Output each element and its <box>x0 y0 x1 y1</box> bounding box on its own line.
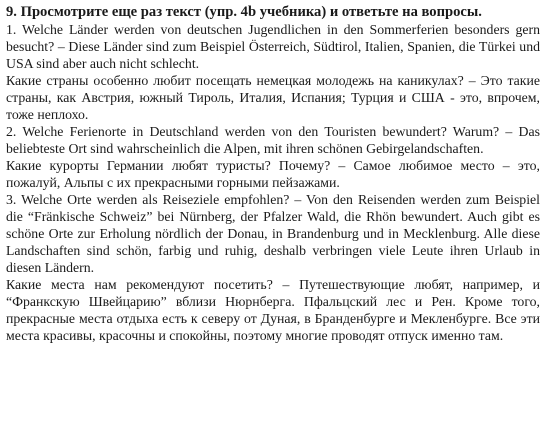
answer-1-russian: Какие страны особенно любит посещать немецкая молодежь на каникулах? – Это такие страны, как Австрия, южный Тироль, Италия, Испания; Турция и США - это, впрочем, тоже неплохо. <box>6 73 540 122</box>
answer-2-russian: Какие курорты Германии любят туристы? Почему? – Самое любимое место – это, пожалуй, Альпы с их прекрасными горными пейзажами. <box>6 158 540 190</box>
exercise-page <box>6 4 540 344</box>
answer-3-german: 3. Welche Orte werden als Reiseziele empfohlen? – Von den Reisenden werden zum Beispiel die “Fränkische Schweiz” bei Nürnberg, der Pfalzer Wald, die Rhön bewundert. Auch gibt es schöne Orte zur Erholung nördlich der Donau, in Brandenburg und in Mecklenburg. Alle diese Landschaften sind schön, farbig und ruhig, deshalb verbringen viele Leute ihren Urlaub in diesen Ländern. <box>6 192 540 275</box>
task-title: 9. Просмотрите еще раз текст (упр. 4b учебника) и ответьте на вопросы. <box>6 4 482 20</box>
answer-2-german: 2. Welche Ferienorte in Deutschland werden von den Touristen bewundert? Warum? – Das beliebteste Ort sind wahrscheinlich die Alpen, mit ihren schönen Gebirgelandschaften. <box>6 124 540 156</box>
answer-3-russian: Какие места нам рекомендуют посетить? – Путешествующие любят, например, и “Франкскую Швейцарию” вблизи Нюрнберга. Пфальцский лес и Рен. Кроме того, прекрасные места отдыха есть к северу от Дуная, в Бранденбурге и Мекленбурге. Все эти места красивы, красочны и спокойны, поэтому многие проводят отпуск именно там. <box>6 277 540 343</box>
answer-1-german: 1. Welche Länder werden von deutschen Jugendlichen in den Sommerferien besonders gern besucht? – Diese Länder sind zum Beispiel Österreich, Südtirol, Italien, Spanien, die Türkei und USA sind aber auch nicht schlecht. <box>6 22 540 71</box>
